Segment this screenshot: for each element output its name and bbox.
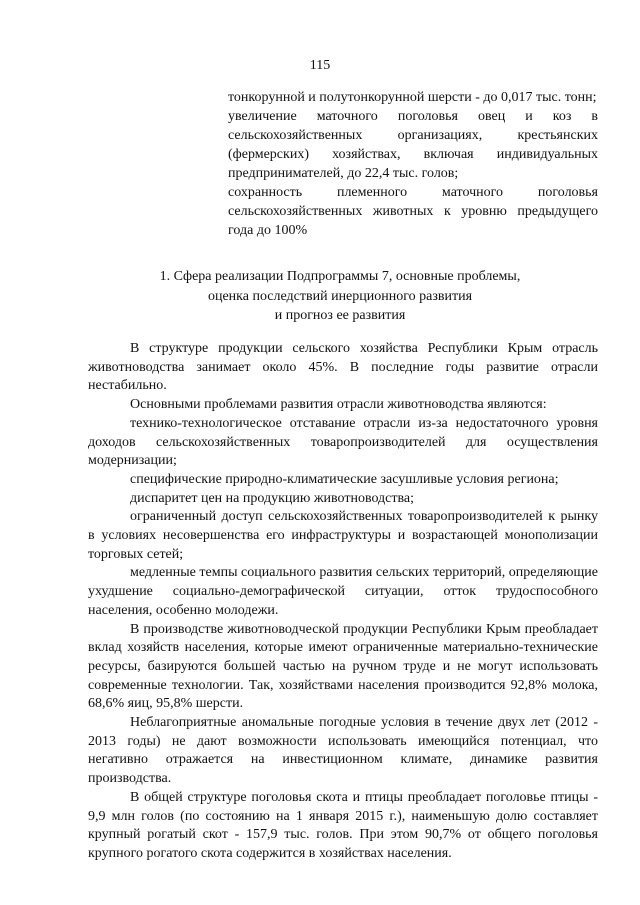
list-item: сохранность племенного маточного поголовья сельскохозяйственных животных к уровню предыдущего года до 100% [228, 185, 598, 238]
problem-item: диспаритет цен на продукцию животноводства; [130, 490, 415, 506]
section-heading-line: оценка последствий инерционного развития [207, 288, 473, 304]
section-body [88, 340, 598, 864]
problem-item: ограниченный доступ сельскохозяйственных товаропроизводителей к рынку в условиях несовершенства его инфраструктуры и возрастающей монополизации торговых сетей; [88, 509, 598, 562]
section-heading [120, 267, 560, 326]
list-item: увеличение маточного поголовья овец и коз в сельскохозяйственных организациях, крестьянских (фермерских) хозяйствах, включая индивидуальных предпринимателей, до 22,4 тыс. голов; [228, 109, 598, 181]
paragraph: Основными проблемами развития отрасли животноводства являются: [130, 397, 547, 413]
section-heading-line: и прогноз ее развития [274, 308, 406, 323]
paragraph: В структуре продукции сельского хозяйства Республики Крым отрасль животноводства занимает около 45%. В последние годы развитие отрасли нестабильно. [88, 341, 598, 394]
problem-item: специфические природно-климатические засушливые условия региона; [130, 471, 559, 487]
list-item: тонкорунной и полутонкорунной шерсти - до 0,017 тыс. тонн; [228, 90, 597, 105]
section-heading-line: 1. Сфера реализации Подпрограммы 7, основные проблемы, [159, 269, 521, 284]
problem-item: технико-технологическое отставание отрасли из-за недостаточного уровня доходов сельскохозяйственных товаропроизводителей для осуществления модернизации; [88, 415, 598, 469]
paragraph: В общей структуре поголовья скота и птицы преобладает поголовье птицы - 9,9 млн голов (по состоянию на 1 января 2015 г.), наименьшую долю составляет крупный рогатый скот - 157,9 тыс. голов. При этом 90,7% от общего поголовья крупного рогатого скота содержится в хозяйствах населения. [88, 789, 598, 861]
page-number: 115 [309, 58, 331, 73]
paragraph: В производстве животноводческой продукции Республики Крым преобладает вклад хозяйств населения, которые имеют ограниченные материально-технические ресурсы, базируются большей частью на ручном труде и не могут использовать современные технологии. Так, хозяйствами населения производится 92,8% молока, 68,6% яиц, 95,8% шерсти. [88, 621, 598, 712]
paragraph: Неблагоприятные аномальные погодные условия в течение двух лет (2012 - 2013 годы) не дают возможности использовать имеющийся потенциал, что негативно отражается на инвестиционном климате, динамике развития производства. [88, 715, 598, 787]
problem-item: медленные темпы социального развития сельских территорий, определяющие ухудшение социально-демографической ситуации, отток трудоспособного населения, особенно молодежи. [88, 565, 598, 618]
target-indicators-list [228, 88, 598, 240]
